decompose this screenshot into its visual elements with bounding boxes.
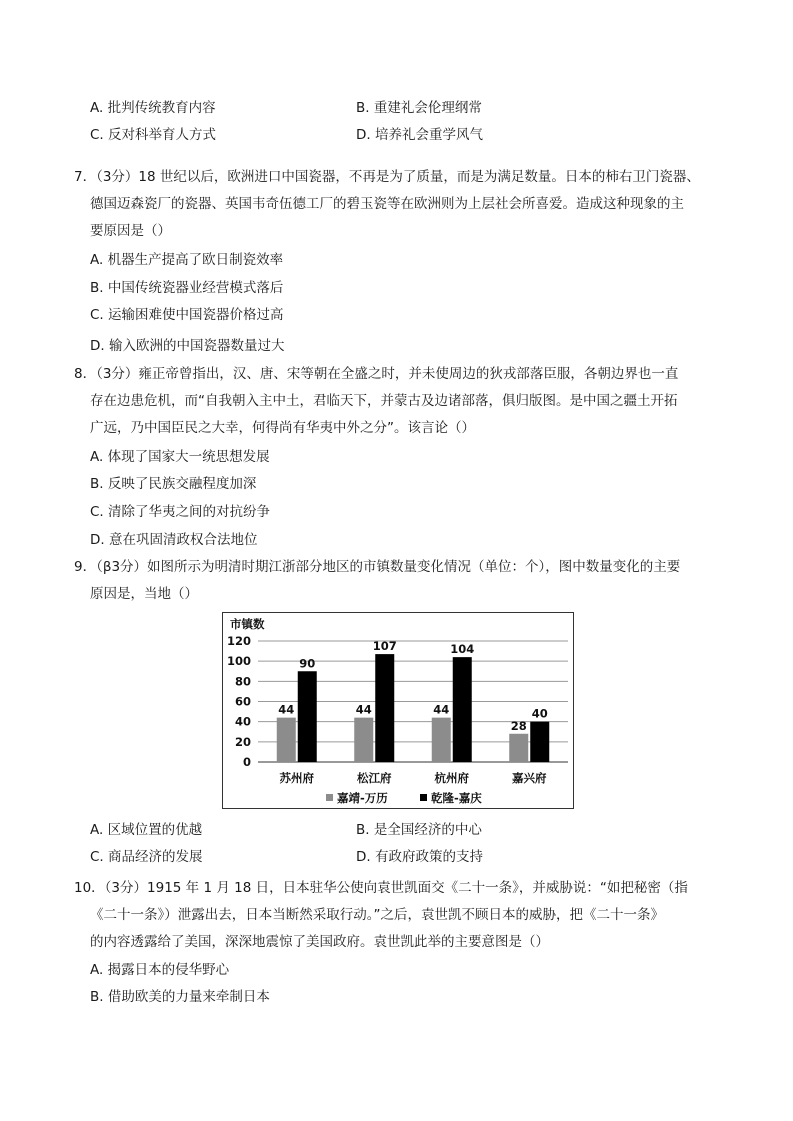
chart-data-label: 90 [299,656,316,671]
chart-bar [298,671,317,762]
q6-option-a[interactable]: A. 批判传统教育内容 [90,100,216,116]
chart-data-label: 107 [372,639,397,654]
q10-option-b[interactable]: B. 借助欧美的力量来牵制日本 [90,989,270,1005]
q7-option-b[interactable]: B. 中国传统瓷器业经营模式落后 [90,280,284,296]
q8-stem-line-2: 存在边患危机，而“自我朝入主中土，君临天下，并蒙古及边诸部落，俱归版图。是中国之疆土开拓 [90,393,678,409]
chart-xtick-label: 嘉兴府 [512,771,547,785]
chart-data-label: 40 [531,706,548,721]
chart-legend-label: 嘉靖-万历 [337,791,388,805]
q6-option-c[interactable]: C. 反对科举育人方式 [90,127,217,143]
q8-option-a[interactable]: A. 体现了国家大一统思想发展 [90,449,270,465]
chart-ytick-label: 20 [234,734,251,749]
chart-data-label: 44 [433,702,450,717]
chart-data-label: 104 [450,642,475,657]
chart-xtick-label: 杭州府 [434,771,469,785]
q7-stem-line-2: 德国迈森瓷厂的瓷器、英国韦奇伍德工厂的碧玉瓷等在欧洲则为上层社会所喜爱。造成这种现象的主 [90,196,684,212]
chart-data-label: 44 [355,702,372,717]
q9-option-c[interactable]: C. 商品经济的发展 [90,849,203,865]
chart-data-label: 28 [510,718,527,733]
chart-bar [432,718,451,762]
q8-stem-line-1: 8．（3分）雍正帝曾指出，汉、唐、宋等朝在全盛之时，并未使周边的狄戎部落臣服，各朝边界也一直 [74,366,679,382]
chart-legend-swatch [420,794,427,801]
q8-option-d[interactable]: D. 意在巩固清政权合法地位 [90,532,258,548]
chart-xtick-label: 松江府 [357,771,392,785]
q8-option-b[interactable]: B. 反映了民族交融程度加深 [90,476,257,492]
chart-legend-label: 乾隆-嘉庆 [431,791,482,805]
q10-stem-line-1: 10．（3分）1915 年 1 月 18 日，日本驻华公使向袁世凯面交《二十一条》，并威胁说：“如把秘密（指 [74,880,688,896]
chart-data-label: 44 [278,702,295,717]
q7-option-c[interactable]: C. 运输困难使中国瓷器价格过高 [90,307,284,323]
q7-option-a[interactable]: A. 机器生产提高了欧日制瓷效率 [90,252,284,268]
q7-stem-line-1: 7．（3分）18 世纪以后，欧洲进口中国瓷器，不再是为了质量，而是为满足数量。日本的柿右卫门瓷器、 [74,169,700,185]
q9-option-d[interactable]: D. 有政府政策的支持 [356,849,483,865]
q10-stem-line-3: 的内容透露给了美国，深深地震惊了美国政府。袁世凯此举的主要意图是（） [90,934,549,950]
chart-ytick-label: 100 [226,654,251,669]
chart-ytick-label: 40 [234,714,251,729]
q9-stem-line-2: 原因是，当地（） [90,586,198,602]
chart-bar [277,718,296,762]
chart-bar [530,722,549,762]
q8-stem-line-3: 广远，乃中国臣民之大幸，何得尚有华夷中外之分”。该言论（） [90,420,475,436]
chart-legend-swatch [326,794,333,801]
q10-option-a[interactable]: A. 揭露日本的侵华野心 [90,962,230,978]
q7-option-d[interactable]: D. 输入欧洲的中国瓷器数量过大 [90,338,285,354]
chart-bar [375,654,394,762]
market-town-bar-chart [222,612,574,809]
q6-option-d[interactable]: D. 培养礼会重学风气 [356,127,483,143]
chart-ytick-label: 80 [234,674,251,689]
chart-ytick-label: 120 [226,634,251,648]
q10-stem-line-2: 《二十一条》）泄露出去，日本当断然采取行动。”之后，袁世凯不顾日本的威胁，把《二十一条》 [90,907,664,923]
chart-bar [354,718,373,762]
chart-ytick-label: 0 [242,755,251,769]
chart-xtick-label: 苏州府 [279,771,314,785]
q8-option-c[interactable]: C. 清除了华夷之间的对抗纷争 [90,504,271,520]
q9-stem-line-1: 9．（β3分）如图所示为明清时期江浙部分地区的市镇数量变化情况（单位：个），图中数量变化的主要 [74,559,681,575]
q9-option-b[interactable]: B. 是全国经济的中心 [356,822,482,838]
chart-ytick-label: 60 [234,694,251,709]
chart-bar [453,657,472,762]
q9-option-a[interactable]: A. 区域位置的优越 [90,822,203,838]
q7-stem-line-3: 要原因是（） [90,223,171,239]
q6-option-b[interactable]: B. 重建礼会伦理纲常 [356,100,482,116]
chart-ylabel: 市镇数 [230,617,265,631]
chart-bar [509,734,528,762]
